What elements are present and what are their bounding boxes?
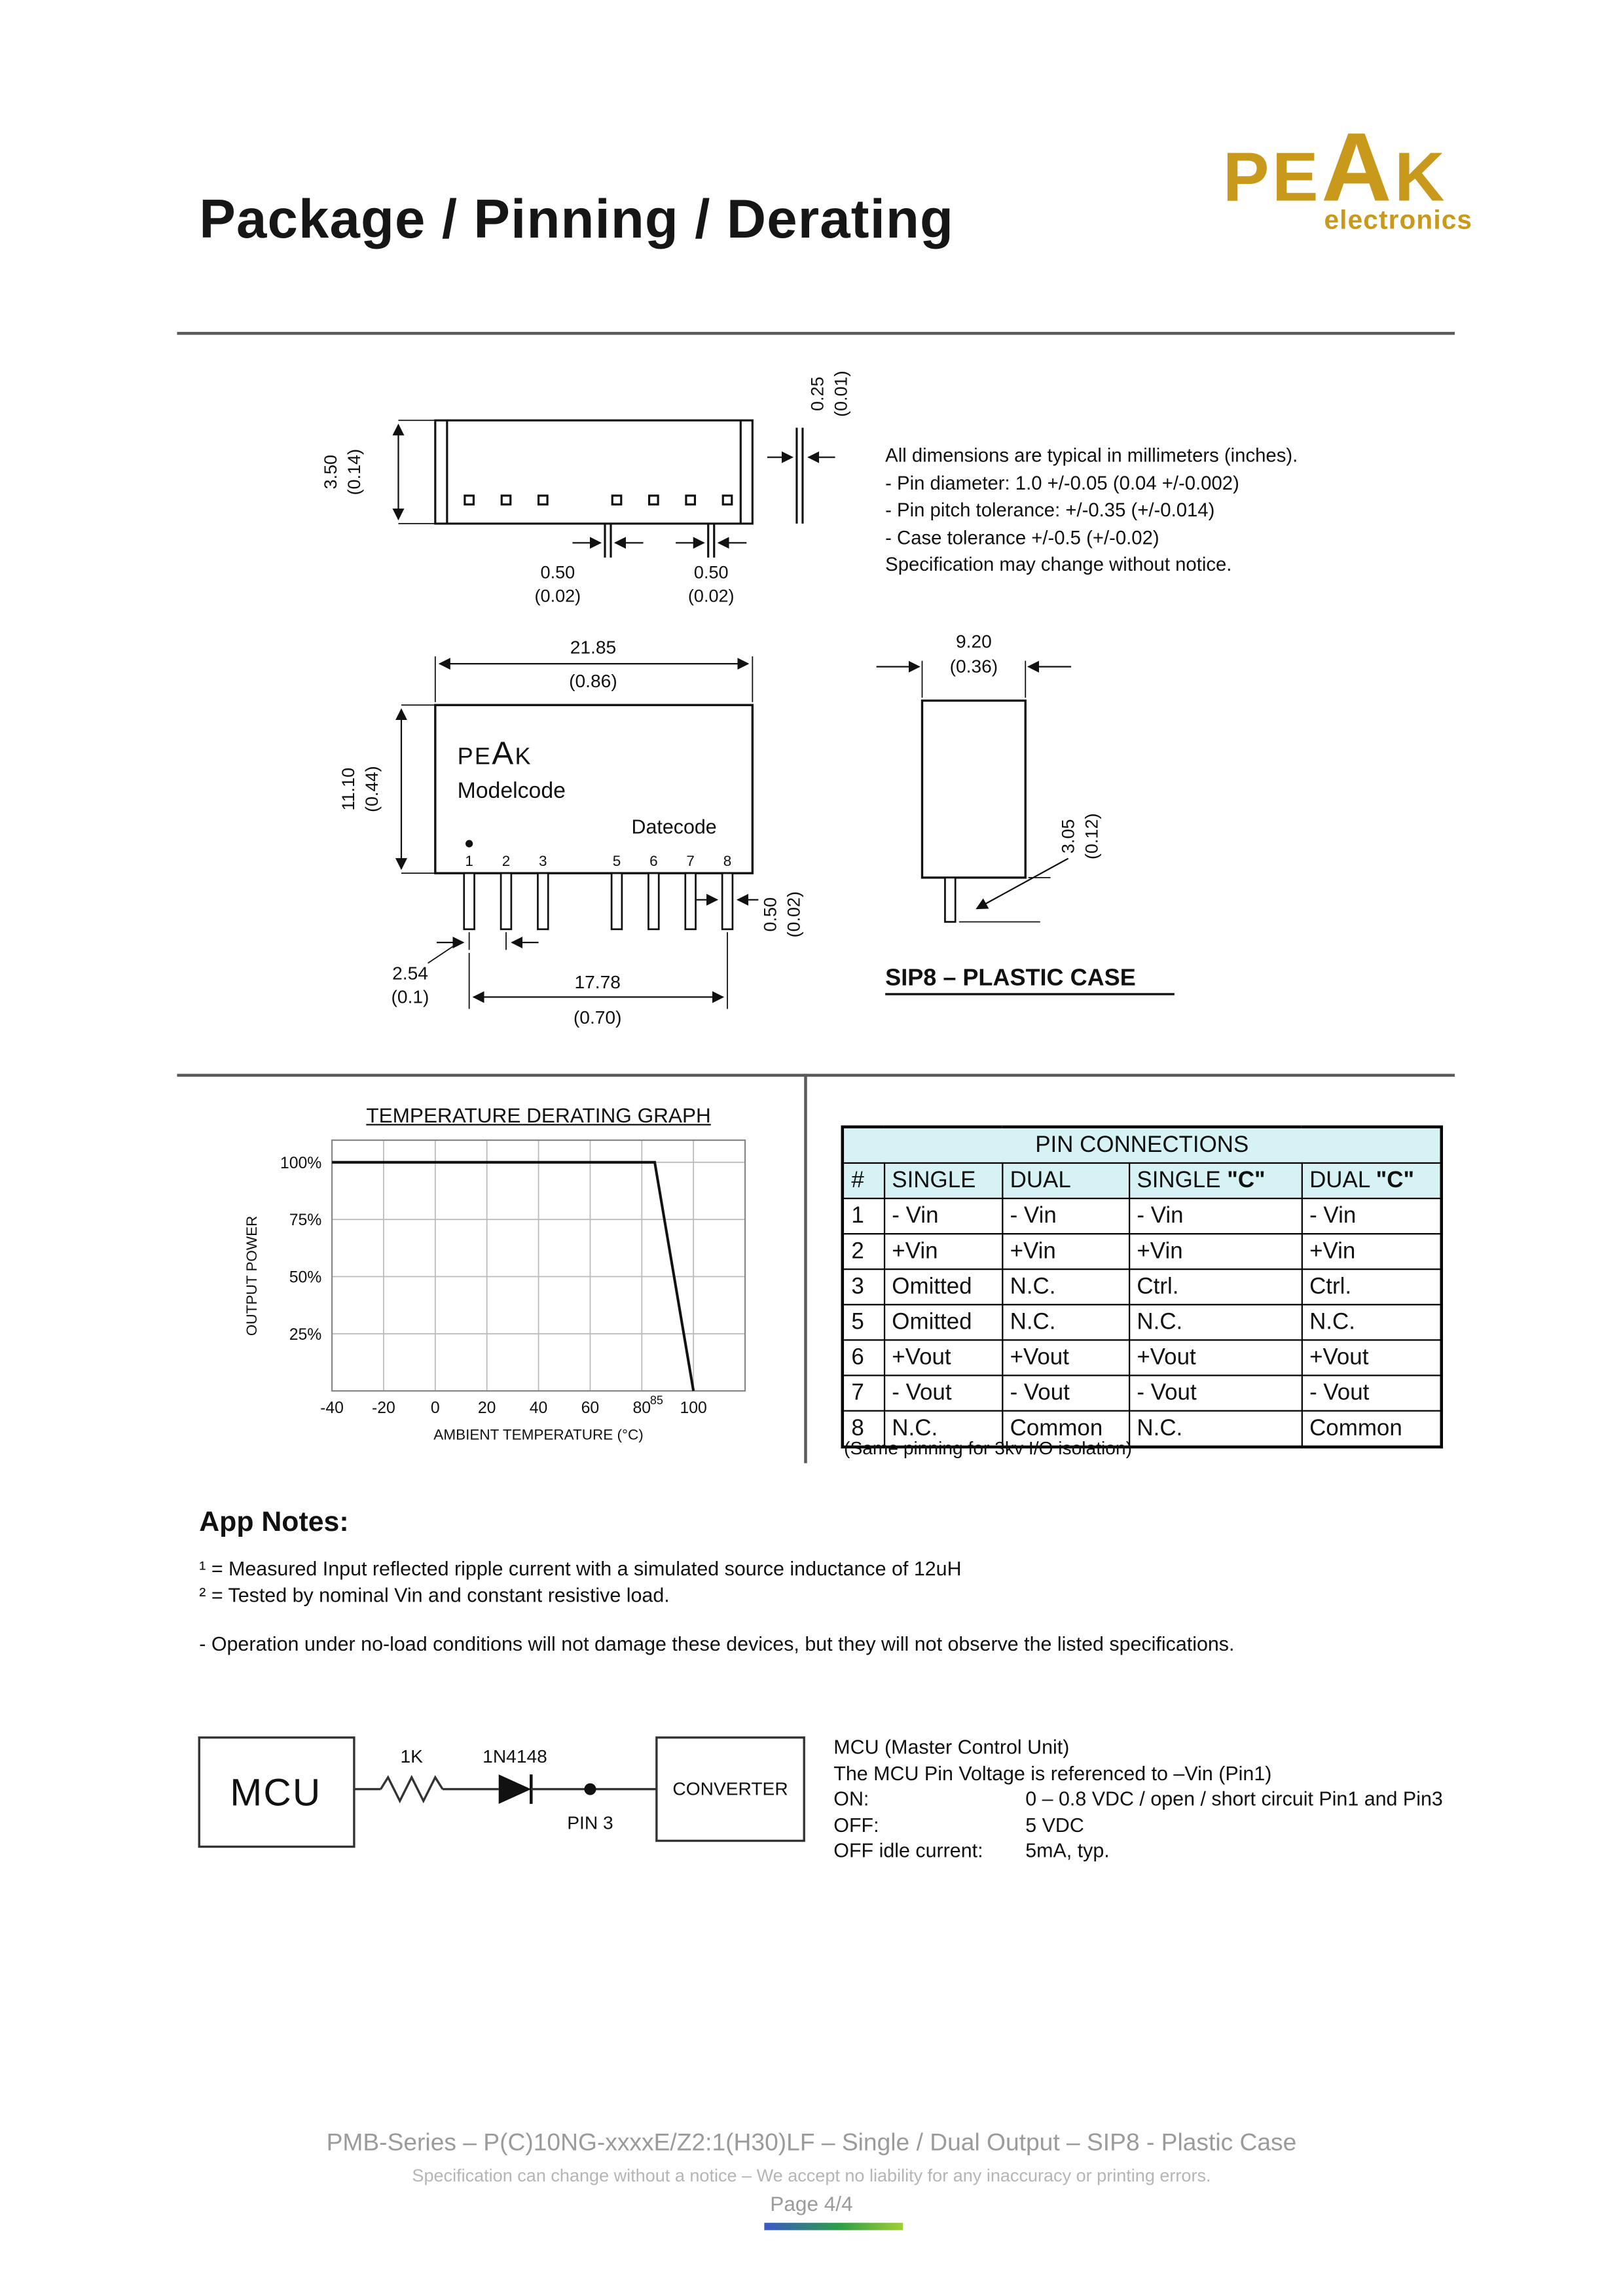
pin-table-title: PIN CONNECTIONS xyxy=(843,1127,1442,1163)
dim-pin-width-front xyxy=(697,891,804,938)
xtick-100: 100 xyxy=(680,1399,707,1417)
pin-number-6: 6 xyxy=(649,852,658,869)
logo-k: K xyxy=(1395,137,1448,216)
mcu-heading: MCU (Master Control Unit) xyxy=(833,1736,1070,1759)
pin3-label: PIN 3 xyxy=(567,1812,613,1833)
dim-case-width-mm: 21.85 xyxy=(570,637,617,658)
col-dual-c: DUAL "C" xyxy=(1302,1163,1442,1198)
dim-pin-pitch-mm: 2.54 xyxy=(392,963,428,984)
xtick-20: 20 xyxy=(477,1399,496,1417)
pin-number-7: 7 xyxy=(686,852,695,869)
dim-case-height-mm: 11.10 xyxy=(338,767,358,811)
dim-pin-width-top-a xyxy=(535,543,644,605)
peak-logo xyxy=(1198,112,1473,236)
dim-pin-span xyxy=(469,932,727,1028)
pin-connections-table xyxy=(841,1125,1443,1448)
logo-pe: PE xyxy=(1222,137,1322,216)
dim-pin-thickness-in: (0.01) xyxy=(831,370,851,418)
column-divider xyxy=(804,1074,807,1463)
ytick-75: 75% xyxy=(289,1211,322,1230)
dim-case-height-in: (0.44) xyxy=(361,766,382,812)
knee-annotation: 85 xyxy=(649,1393,663,1407)
mcu-off-row xyxy=(833,1812,1443,1838)
pin-row-3: 3 Omitted N.C. Ctrl. Ctrl. xyxy=(843,1269,1442,1304)
xtick-0: 0 xyxy=(430,1399,440,1417)
xtick-60: 60 xyxy=(581,1399,600,1417)
col-single: SINGLE xyxy=(884,1163,1002,1198)
app-note-1: ¹ = Measured Input reflected ripple current with a simulated source inductance of 12uH xyxy=(199,1557,962,1580)
dim-case-depth-in: (0.14) xyxy=(344,448,364,495)
pin-table-footnote: (Same pinning for 3kv I/O isolation) xyxy=(844,1438,1133,1459)
dim-pin-length-side-in: (0.12) xyxy=(1082,813,1102,860)
dim-pin-width-front-in: (0.02) xyxy=(784,891,804,938)
graph-x-tick-labels xyxy=(320,1399,707,1417)
face-modelcode: Modelcode xyxy=(457,778,566,804)
mcu-reference-line: The MCU Pin Voltage is referenced to –Vin (Pin1) xyxy=(833,1761,1272,1784)
resistor-symbol xyxy=(380,1778,443,1801)
mcu-idle-value: 5mA, typ. xyxy=(1025,1839,1110,1862)
pin-number-1: 1 xyxy=(465,852,473,869)
package-front-view xyxy=(435,705,753,929)
footer-page-number: Page 4/4 xyxy=(770,2191,853,2215)
mcu-description xyxy=(833,1734,1443,1863)
dim-side-width-in: (0.36) xyxy=(949,656,998,677)
logo-electronics: electronics xyxy=(1324,205,1473,235)
footer-series-line: PMB-Series – P(C)10NG-xxxxE/Z2:1(H30)LF – Single / Dual Output – SIP8 - Plastic Case xyxy=(326,2130,1297,2157)
dim-pin-pitch xyxy=(392,932,539,1007)
graph-y-axis-label: OUTPUT POWER xyxy=(244,1215,261,1336)
app-note-3: - Operation under no-load conditions will not damage these devices, but they will not observe the listed specifications. xyxy=(199,1632,1235,1655)
mcu-on-value: 0 – 0.8 VDC / open / short circuit Pin1 and Pin3 xyxy=(1025,1787,1443,1810)
face-logo-a: A xyxy=(492,734,515,772)
case-type-label xyxy=(885,963,1175,994)
col-num: # xyxy=(843,1163,884,1198)
diode-symbol xyxy=(499,1774,532,1804)
mcu-on-label: ON: xyxy=(833,1787,869,1810)
pin-number-3: 3 xyxy=(539,852,547,869)
pin-row-8: 8 N.C. Common N.C. Common xyxy=(843,1411,1442,1447)
pin-number-2: 2 xyxy=(501,852,511,869)
pin-row-2: 2 +Vin +Vin +Vin +Vin xyxy=(843,1234,1442,1269)
app-notes-heading: App Notes: xyxy=(199,1507,349,1539)
ytick-100: 100% xyxy=(280,1154,322,1172)
pin-row-5: 5 Omitted N.C. N.C. N.C. xyxy=(843,1304,1442,1340)
converter-box-label: CONVERTER xyxy=(672,1778,788,1799)
pin1-dot xyxy=(465,840,473,847)
pin-number-5: 5 xyxy=(612,852,621,869)
graph-x-axis-label: AMBIENT TEMPERATURE (°C) xyxy=(433,1426,644,1443)
dim-note-line: - Case tolerance +/-0.5 (+/-0.02) xyxy=(885,526,1159,548)
pin-table-header-row xyxy=(843,1163,1442,1198)
dimension-notes xyxy=(885,442,1298,579)
header-divider xyxy=(177,332,1455,335)
pin-number-8: 8 xyxy=(723,852,732,869)
mcu-idle-row xyxy=(833,1838,1443,1863)
mcu-off-value: 5 VDC xyxy=(1025,1813,1084,1836)
dim-case-width-in: (0.86) xyxy=(569,671,617,692)
dim-pin-width-top-b-mm: 0.50 xyxy=(693,562,729,583)
dim-pin-thickness xyxy=(767,370,851,457)
dim-pin-width-top-a-in: (0.02) xyxy=(534,586,581,606)
dim-pin-width-top-b-in: (0.02) xyxy=(687,586,735,606)
graph-y-tick-labels xyxy=(280,1155,321,1344)
dim-case-depth-mm: 3.50 xyxy=(320,454,340,490)
xtick--40: -40 xyxy=(320,1399,344,1417)
xtick-80: 80 xyxy=(632,1399,651,1417)
section-divider xyxy=(177,1074,1455,1077)
page-title: Package / Pinning / Derating xyxy=(199,188,955,249)
xtick-40: 40 xyxy=(529,1399,548,1417)
logo-a: A xyxy=(1321,112,1395,222)
face-datecode: Datecode xyxy=(631,816,717,838)
dim-pin-length-side xyxy=(959,813,1102,922)
dim-side-width-mm: 9.20 xyxy=(955,631,992,652)
mcu-on-row xyxy=(833,1786,1443,1812)
pin-row-7: 7 - Vout - Vout - Vout - Vout xyxy=(843,1375,1442,1410)
face-logo-k: K xyxy=(515,742,532,770)
dim-pin-span-mm: 17.78 xyxy=(574,971,621,992)
case-label-text: SIP8 – PLASTIC CASE xyxy=(885,963,1136,991)
derating-graph-svg xyxy=(236,1133,797,1450)
dim-pin-span-in: (0.70) xyxy=(573,1007,622,1028)
dim-pin-width-top-a-mm: 0.50 xyxy=(540,562,575,583)
col-dual: DUAL xyxy=(1002,1163,1129,1198)
face-logo-pe: PE xyxy=(457,742,492,770)
dim-pin-length-side-mm: 3.05 xyxy=(1058,819,1078,854)
dim-pin-width-front-mm: 0.50 xyxy=(760,897,780,932)
dim-case-height xyxy=(338,705,435,873)
dim-note-line: - Pin pitch tolerance: +/-0.35 (+/-0.014) xyxy=(885,498,1215,521)
package-side-view xyxy=(922,700,1025,922)
footer-disclaimer: Specification can change without a notice – We accept no liability for any inaccuracy or printing errors. xyxy=(412,2165,1211,2186)
ytick-50: 50% xyxy=(289,1268,322,1287)
dim-pin-pitch-in: (0.1) xyxy=(391,986,429,1007)
pin3-junction-dot xyxy=(584,1784,596,1795)
pin-row-1: 1 - Vin - Vin - Vin - Vin xyxy=(843,1198,1442,1234)
mcu-circuit-svg xyxy=(177,1718,856,1865)
package-top-view xyxy=(435,420,803,558)
dim-side-width xyxy=(877,631,1071,698)
derating-graph-title: TEMPERATURE DERATING GRAPH xyxy=(366,1103,711,1127)
dim-note-line: Specification may change without notice. xyxy=(885,553,1232,575)
dim-pin-thickness-mm: 0.25 xyxy=(807,376,828,412)
col-single-c: SINGLE "C" xyxy=(1129,1163,1302,1198)
mcu-idle-label: OFF idle current: xyxy=(833,1839,983,1862)
dim-case-depth xyxy=(321,420,435,524)
pin-row-6: 6 +Vout +Vout +Vout +Vout xyxy=(843,1340,1442,1375)
footer-color-strip xyxy=(764,2223,903,2230)
dim-pin-width-top-b xyxy=(676,543,746,605)
dim-note-line: - Pin diameter: 1.0 +/-0.05 (0.04 +/-0.002) xyxy=(885,471,1239,493)
diode-label: 1N4148 xyxy=(483,1746,547,1767)
resistor-label: 1K xyxy=(400,1746,423,1767)
xtick--20: -20 xyxy=(372,1399,395,1417)
face-logo xyxy=(458,734,532,771)
graph-grid xyxy=(332,1140,745,1391)
dim-case-width xyxy=(435,637,753,702)
mcu-box-label: MCU xyxy=(230,1771,322,1814)
dim-note-line: All dimensions are typical in millimeters (inches). xyxy=(885,444,1298,467)
app-note-2: ² = Tested by nominal Vin and constant resistive load. xyxy=(199,1584,670,1607)
ytick-25: 25% xyxy=(289,1325,322,1344)
mcu-off-label: OFF: xyxy=(833,1813,879,1836)
